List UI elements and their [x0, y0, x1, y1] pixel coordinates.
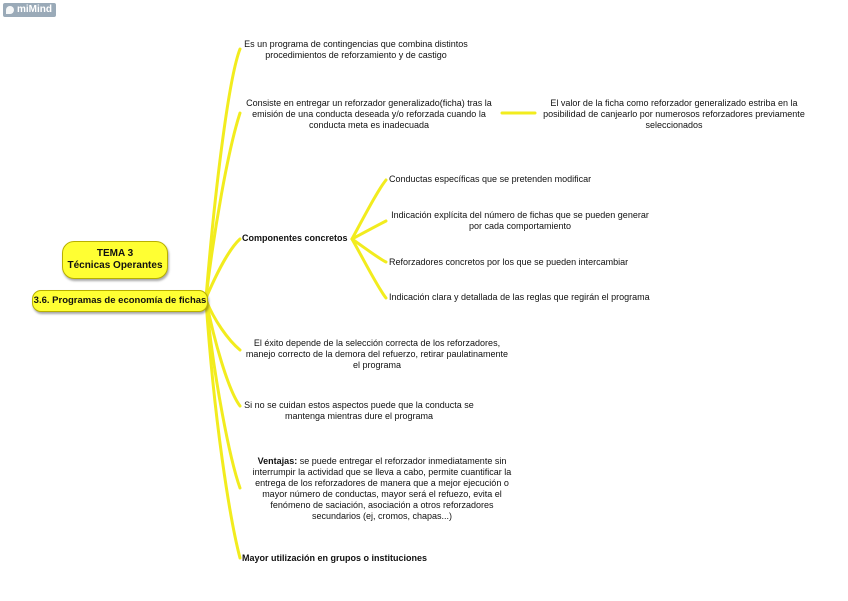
- app-logo: [3, 3, 56, 17]
- main-topic-node[interactable]: 3.6. Programas de economía de fichas: [32, 290, 208, 312]
- node-consists[interactable]: Consiste en entregar un reforzador generalizado(ficha) tras la emisión de una conducta deseada y/o reforzada cuando la conducta meta es inadecuada: [246, 98, 492, 130]
- node-value[interactable]: El valor de la ficha como reforzador generalizado estriba en la posibilidad de canjearlo por numerosos reforzadores previamente seleccionados: [543, 98, 805, 130]
- node-groups[interactable]: Mayor utilización en grupos o instituciones: [242, 553, 428, 563]
- node-component-2[interactable]: Indicación explícita del número de fichas que se pueden generar por cada comportamiento: [391, 210, 649, 231]
- root-node-subtitle: Técnicas Operantes: [67, 260, 163, 271]
- node-components[interactable]: Componentes concretos: [242, 233, 348, 243]
- node-component-3[interactable]: Reforzadores concretos por los que se pueden intercambiar: [389, 257, 629, 267]
- node-advantages[interactable]: [250, 456, 514, 522]
- advantages-text: se puede entregar el reforzador inmediatamente sin interrumpir la actividad que se lleva a cabo, permite cuantificar la entrega de los reforzadores de manera que a mejor ejecución o mayor número de conductas, mayor será el refuezo, evita el fenómeno de saciación, asociación a otros reforzadores secundarios (ej, cromos, chapas...): [252, 456, 512, 521]
- node-success[interactable]: El éxito depende de la selección correcta de los reforzadores, manejo correcto de la demora del refuerzo, retirar paulatinamente el programa: [245, 338, 509, 370]
- node-care[interactable]: Si no se cuidan estos aspectos puede que la conducta se mantenga mientras dure el programa: [244, 400, 474, 421]
- node-component-1[interactable]: Conductas específicas que se pretenden modificar: [389, 174, 592, 184]
- node-component-4[interactable]: Indicación clara y detallada de las reglas que regirán el programa: [389, 292, 650, 302]
- app-logo-text: miMind: [17, 4, 52, 15]
- root-node[interactable]: [62, 241, 168, 279]
- advantages-label: Ventajas:: [257, 456, 298, 466]
- connector-comp-4: [352, 239, 386, 298]
- root-node-title: TEMA 3: [96, 248, 134, 259]
- node-definition[interactable]: Es un programa de contingencias que combina distintos procedimientos de reforzamiento y de castigo: [244, 39, 468, 60]
- mimind-logo-icon: [6, 6, 14, 14]
